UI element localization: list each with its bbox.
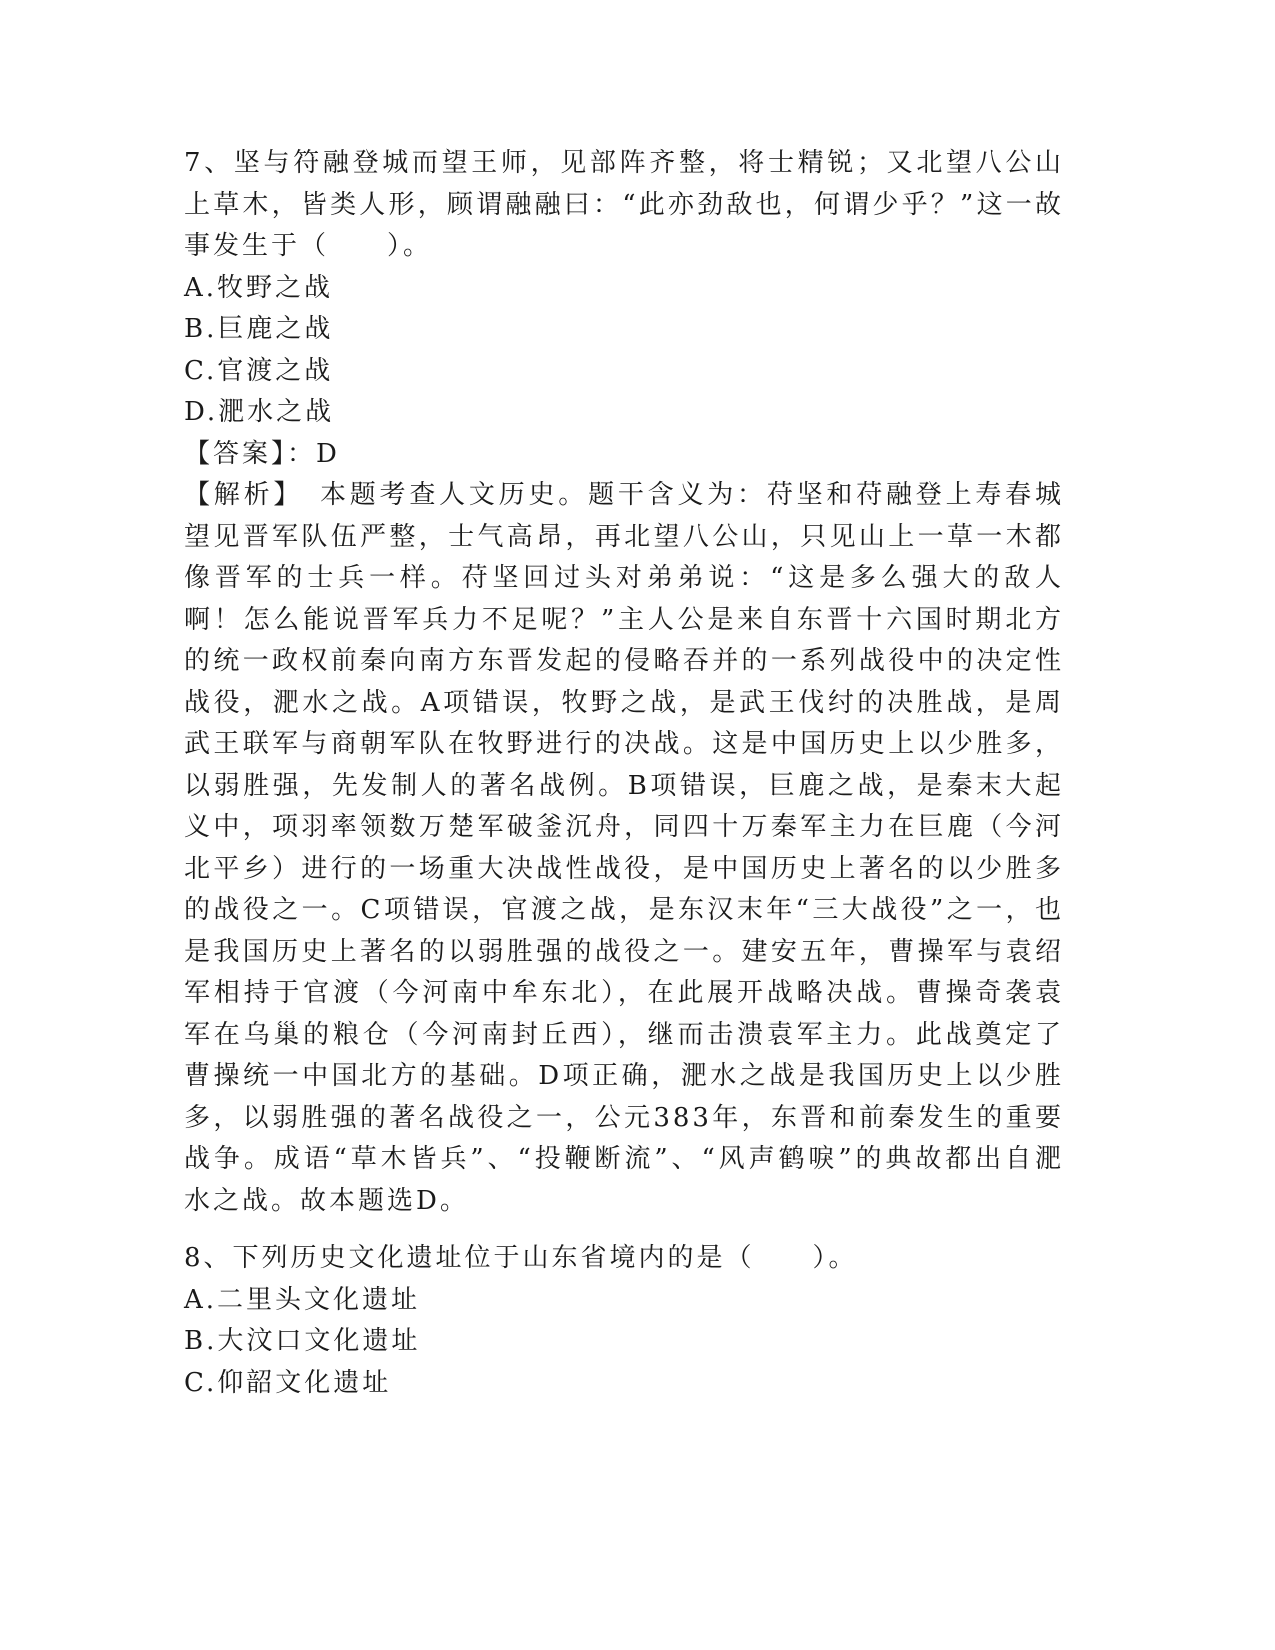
question-8-option-c: C.仰韶文化遗址 — [184, 1367, 392, 1398]
question-7-analysis — [184, 475, 1064, 1222]
question-7-option-c: C.官渡之战 — [184, 355, 334, 386]
question-7-stem: 7、坚与符融登城而望王师，见部阵齐整，将士精锐；又北望八公山上草木，皆类人形，顾谓融融曰：“此亦劲敌也，何谓少乎？”这一故事发生于（ ）。 — [184, 148, 1064, 261]
question-7 — [184, 143, 1064, 1222]
analysis-text: 本题考查人文历史。题干含义为：苻坚和苻融登上寿春城望见晋军队伍严整，士气高昂，再北望八公山，只见山上一草一木都像晋军的士兵一样。苻坚回过头对弟弟说：“这是多么强大的敌人啊！怎么能说晋军兵力不足呢？”主人公是来自东晋十六国时期北方的统一政权前秦向南方东晋发起的侵略吞并的一系列战役中的决定性战役，淝水之战。A项错误，牧野之战，是武王伐纣的决胜战，是周武王联军与商朝军队在牧野进行的决战。这是中国历史上以少胜多，以弱胜强，先发制人的著名战例。B项错误，巨鹿之战，是秦末大起义中，项羽率领数万楚军破釜沉舟，同四十万秦军主力在巨鹿（今河北平乡）进行的一场重大决战性战役，是中国历史上著名的以少胜多的战役之一。C项错误，官渡之战，是东汉末年“三大战役”之一，也是我国历史上著名的以弱胜强的战役之一。建安五年，曹操军与袁绍军相持于官渡（今河南中牟东北），在此展开战略决战。曹操奇袭袁军在乌巢的粮仓（今河南封丘西），继而击溃袁军主力。此战奠定了曹操统一中国北方的基础。D项正确，淝水之战是我国历史上以少胜多，以弱胜强的著名战役之一，公元383年，东晋和前秦发生的重要战争。成语“草木皆兵”、“投鞭断流”、“风声鹤唳”的典故都出自淝水之战。故本题选D。 — [184, 480, 1064, 1216]
document-content — [184, 143, 1064, 1404]
answer-value: D — [316, 438, 340, 469]
question-8-stem: 8、下列历史文化遗址位于山东省境内的是（ ）。 — [184, 1243, 858, 1273]
question-7-answer — [184, 434, 1064, 476]
question-8-option-b: B.大汶口文化遗址 — [184, 1326, 421, 1356]
question-spacer — [184, 1222, 1064, 1238]
question-7-option-d: D.淝水之战 — [184, 397, 335, 427]
analysis-label: 【解析】 — [184, 480, 291, 510]
question-8-option-a: A.二里头文化遗址 — [184, 1284, 421, 1315]
answer-label: 【答案】： — [184, 438, 317, 469]
question-8 — [184, 1238, 1064, 1404]
question-7-option-b: B.巨鹿之战 — [184, 314, 334, 344]
question-7-option-a: A.牧野之战 — [184, 272, 334, 303]
